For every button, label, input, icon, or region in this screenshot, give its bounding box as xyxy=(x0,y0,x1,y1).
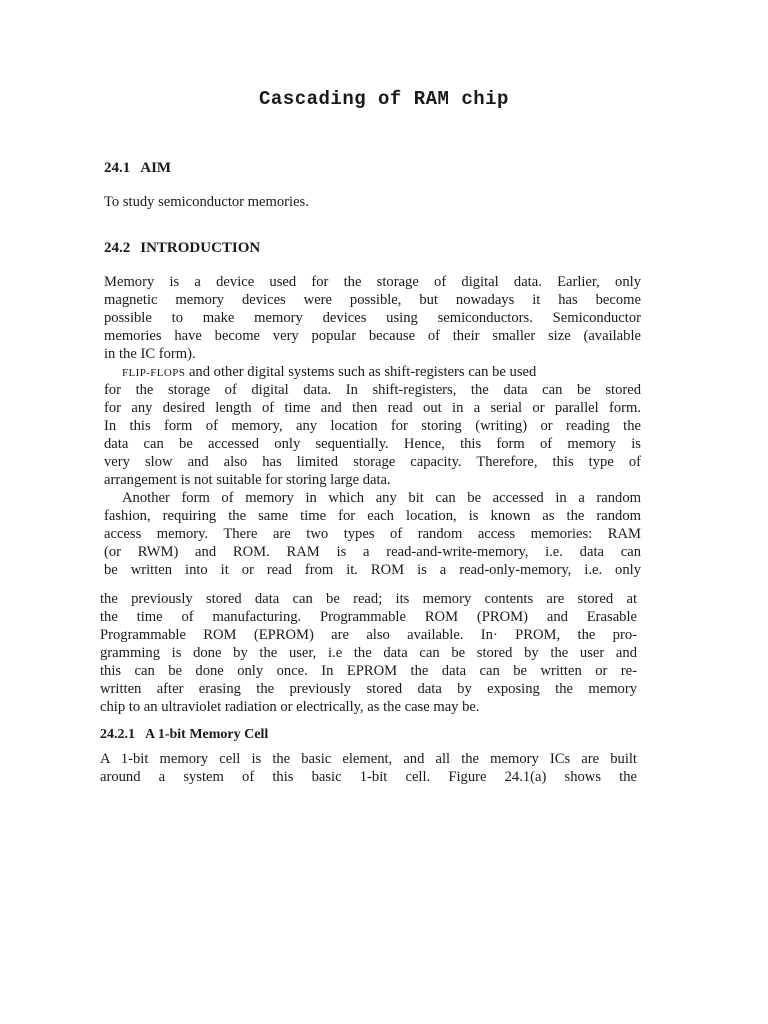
text-line: for the storage of digital data. In shift-registers, the data can be stored xyxy=(104,382,641,398)
section-heading-introduction xyxy=(104,240,260,257)
section-title: INTRODUCTION xyxy=(140,240,261,256)
text-line: very slow and also has limited storage capacity. Therefore, this type of xyxy=(104,454,641,470)
flip-flops-term: FLIP-FLOPS xyxy=(122,367,186,379)
text-line: A 1-bit memory cell is the basic element, and all the memory ICs are built xyxy=(100,751,637,767)
text-line: (or RWM) and ROM. RAM is a read-and-write-memory, i.e. data can xyxy=(104,544,641,560)
text-line: this can be done only once. In EPROM the data can be written or re- xyxy=(100,663,637,679)
text-line: fashion, requiring the same time for each location, is known as the random xyxy=(104,508,641,524)
text-line: for any desired length of time and then read out in a serial or parallel form. xyxy=(104,400,641,416)
text-line: around a system of this basic 1-bit cell. Figure 24.1(a) shows the xyxy=(100,769,637,785)
text-line: the previously stored data can be read; its memory contents are stored at xyxy=(100,591,637,607)
text-line-indented: Another form of memory in which any bit can be accessed in a random xyxy=(122,490,641,506)
section-title: A 1-bit Memory Cell xyxy=(145,727,269,742)
text-line: possible to make memory devices using semiconductors. Semiconductor xyxy=(104,310,641,326)
text-line: Programmable ROM (EPROM) are also available. In· PROM, the pro- xyxy=(100,627,637,643)
text-line: access memory. There are two types of random access memories: RAM xyxy=(104,526,641,542)
section-heading-memory-cell xyxy=(100,727,268,743)
page-title: Cascading of RAM chip xyxy=(259,88,509,110)
text-line: data can be accessed only sequentially. Hence, this form of memory is xyxy=(104,436,641,452)
text-line-indented xyxy=(104,363,641,382)
text-line: memories have become very popular because of their smaller size (available xyxy=(104,328,641,344)
text-line: Memory is a device used for the storage of digital data. Earlier, only xyxy=(104,274,641,290)
aim-text: To study semiconductor memories. xyxy=(104,194,309,210)
text-line: in the IC form). xyxy=(104,346,196,362)
text-line: arrangement is not suitable for storing large data. xyxy=(104,472,391,488)
text-line: written after erasing the previously stored data by exposing the memory xyxy=(100,681,637,697)
section-number: 24.2.1 xyxy=(100,727,135,742)
text-line: be written into it or read from it. ROM is a read-only-memory, i.e. only xyxy=(104,562,641,578)
section-title: AIM xyxy=(140,160,172,176)
text-line: the time of manufacturing. Programmable ROM (PROM) and Erasable xyxy=(100,609,637,625)
text-line: chip to an ultraviolet radiation or electrically, as the case may be. xyxy=(100,699,480,715)
section-heading-aim xyxy=(104,160,171,177)
text-line: magnetic memory devices were possible, but nowadays it has become xyxy=(104,292,641,308)
text-line: In this form of memory, any location for storing (writing) or reading the xyxy=(104,418,641,434)
section-number: 24.1 xyxy=(104,160,131,176)
text-line: gramming is done by the user, i.e the data can be stored by the user and xyxy=(100,645,637,661)
section-number: 24.2 xyxy=(104,240,131,256)
text-line-rest: and other digital systems such as shift-registers can be used xyxy=(188,364,537,380)
